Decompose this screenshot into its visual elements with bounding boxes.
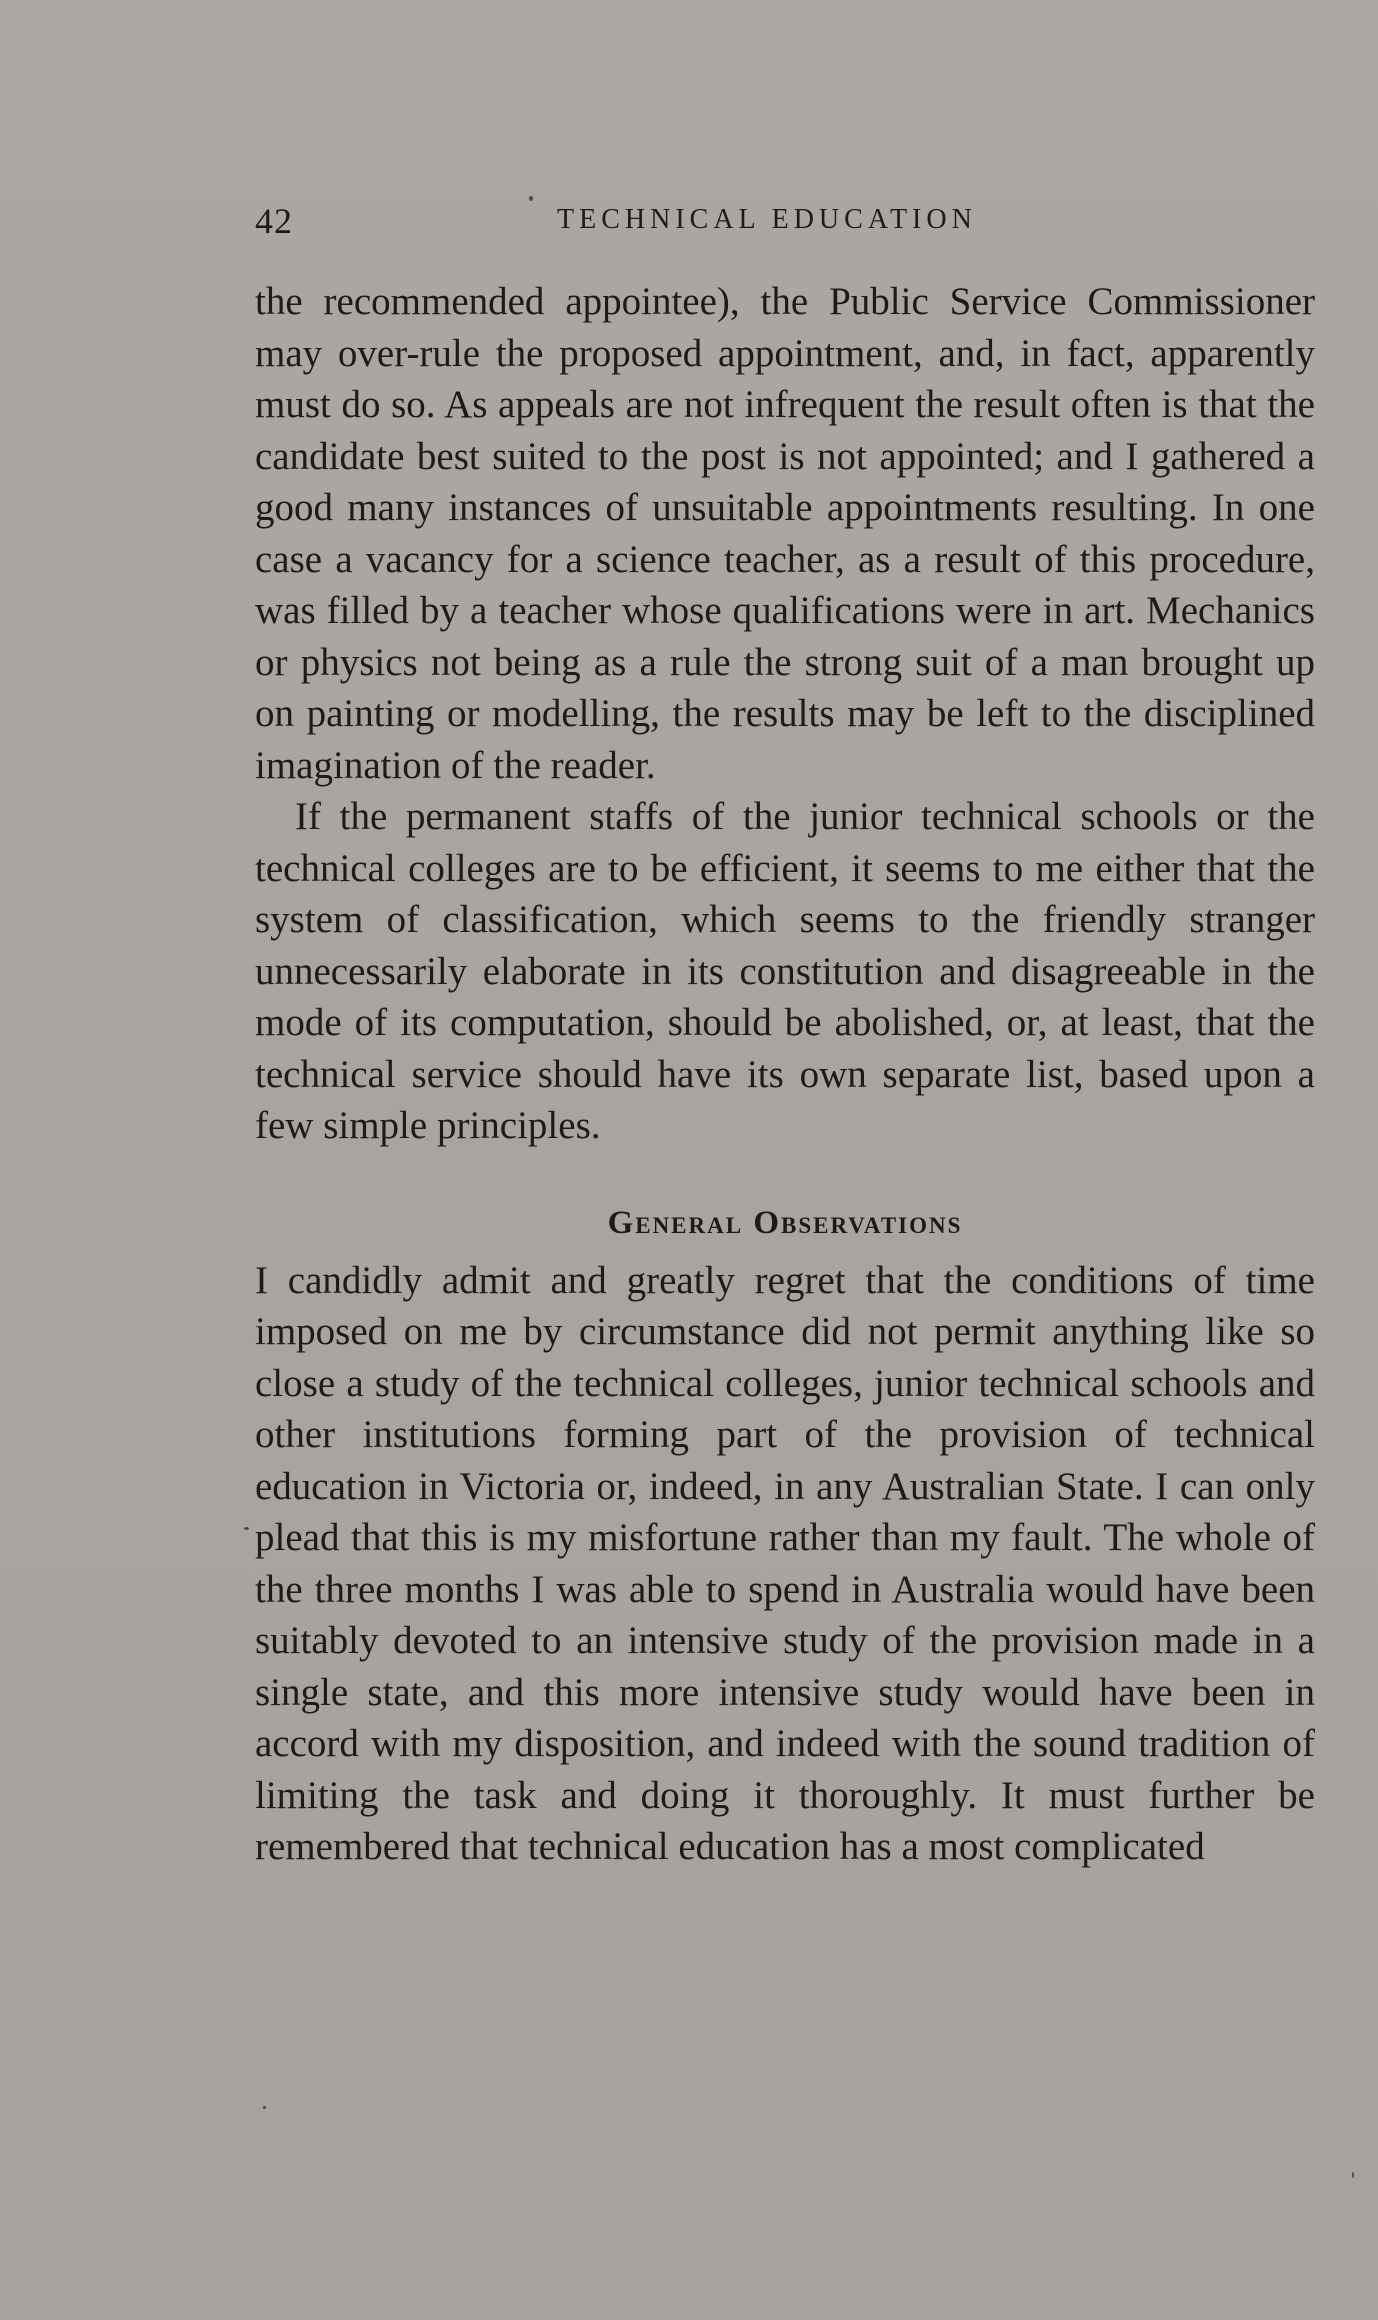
paper-speck bbox=[263, 2106, 266, 2109]
paper-speck bbox=[244, 1527, 249, 1530]
paper-speck bbox=[1352, 2172, 1354, 2178]
paragraph-continued: the recommended appointee), the Public Service Commissioner may over-rule the proposed appointment, and, in fact, apparently must do so. As appeals are not infrequent the result often is that the candidate best suited to the post is not appointed; and I gathered a good many instances of unsuitable appointments resulting. In one case a vacancy for a science teacher, as a result of this procedure, was filled by a teacher whose qualifications were in art. Mechanics or physics not being as a rule the strong suit of a man brought up on painting or modelling, the results may be left to the disciplined imagination of the reader. bbox=[255, 280, 1315, 787]
running-title: TECHNICAL EDUCATION bbox=[557, 204, 977, 235]
paper-speck bbox=[529, 196, 533, 201]
body-text bbox=[255, 276, 1315, 1873]
section-heading: General Observations bbox=[607, 1204, 963, 1241]
page-number: 42 bbox=[255, 201, 293, 241]
running-head bbox=[255, 200, 1315, 250]
paragraph-staffing: If the permanent staffs of the junior technical schools or the technical colleges are to be efficient, it seems to me either that the system of classification, which seems to the friendly stranger unnecessarily elaborate in its constitution and disagreeable in the mode of its computation, should be abolished, or, at least, that the technical service should have its own separate list, based upon a few simple principles. bbox=[255, 795, 1315, 1147]
paragraph-general-observations: I candidly admit and greatly regret that the conditions of time imposed on me by circumstance did not permit anything like so close a study of the technical colleges, junior technical schools and other institutions forming part of the provision of technical education in Victoria or, indeed, in any Australian State. I can only plead that this is my misfortune rather than my fault. The whole of the three months I was able to spend in Australia would have been suitably devoted to an intensive study of the provision made in a single state, and this more intensive study would have been in accord with my disposition, and indeed with the sound tradition of limiting the task and doing it thoroughly. It must further be remembered that technical education has a most complicated bbox=[255, 1258, 1315, 1868]
